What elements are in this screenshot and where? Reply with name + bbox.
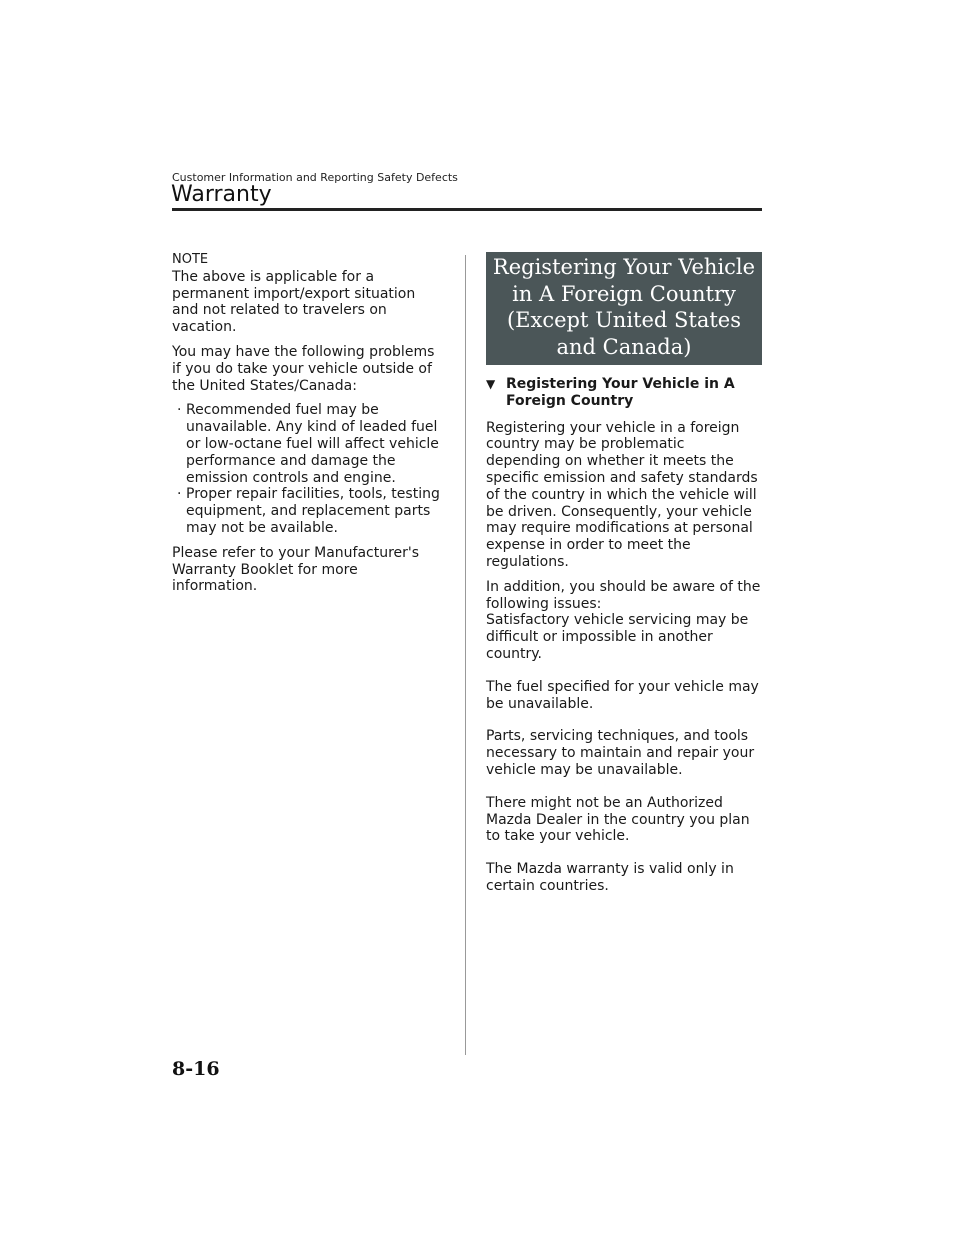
note-text: The above is applicable for a permanent import/export situation and not related to travelers on vacation.: [172, 268, 416, 336]
section-banner: Registering Your Vehicle in A Foreign Country (Except United States and Canada): [486, 252, 762, 365]
issue-item: Parts, servicing techniques, and tools necessary to maintain and repair your vehicle may be unavailable.: [486, 728, 755, 778]
page-number: 8-16: [172, 1058, 220, 1080]
problem-list: [172, 402, 442, 536]
bullet-dot-icon: ·: [177, 402, 182, 419]
issue-item: Satisfactory vehicle servicing may be difficult or impossible in another country.: [486, 612, 749, 662]
note-label: NOTE: [172, 252, 209, 267]
triangle-down-icon: ▼: [486, 377, 496, 391]
right-column: [486, 252, 762, 895]
left-column: [172, 252, 442, 595]
column-divider: [465, 255, 466, 1055]
list-item-text: Proper repair facilities, tools, testing equipment, and replacement parts may not be available.: [186, 486, 440, 536]
issue-item: There might not be an Authorized Mazda Dealer in the country you plan to take your vehicle.: [486, 794, 750, 845]
subheading: [486, 376, 762, 410]
breadcrumb: Customer Information and Reporting Safety Defects: [172, 171, 458, 184]
list-item: [177, 486, 442, 536]
subheading-text: Registering Your Vehicle in A Foreign Country: [506, 376, 735, 409]
registration-paragraph: Registering your vehicle in a foreign country may be problematic depending on whether it meets the specific emission and safety standards of the country in which the vehicle will be driven. Consequently, your vehicle may require modifications at personal expense in order to meet the regulations.: [486, 419, 758, 570]
closing-paragraph: Please refer to your Manufacturer's Warranty Booklet for more information.: [172, 544, 420, 595]
bullet-dot-icon: ·: [177, 486, 182, 503]
issue-item: The Mazda warranty is valid only in certain countries.: [486, 861, 734, 894]
section-title: Warranty: [171, 182, 272, 207]
header-rule: [172, 208, 762, 211]
intro-paragraph: You may have the following problems if you do take your vehicle outside of the United States/Canada:: [172, 343, 435, 394]
list-item: [177, 402, 442, 486]
list-item-text: Recommended fuel may be unavailable. Any kind of leaded fuel or low-octane fuel will affect vehicle performance and damage the emission controls and engine.: [186, 402, 439, 486]
issues-intro: In addition, you should be aware of the following issues:: [486, 578, 761, 612]
issue-item: The fuel specified for your vehicle may be unavailable.: [486, 678, 759, 712]
